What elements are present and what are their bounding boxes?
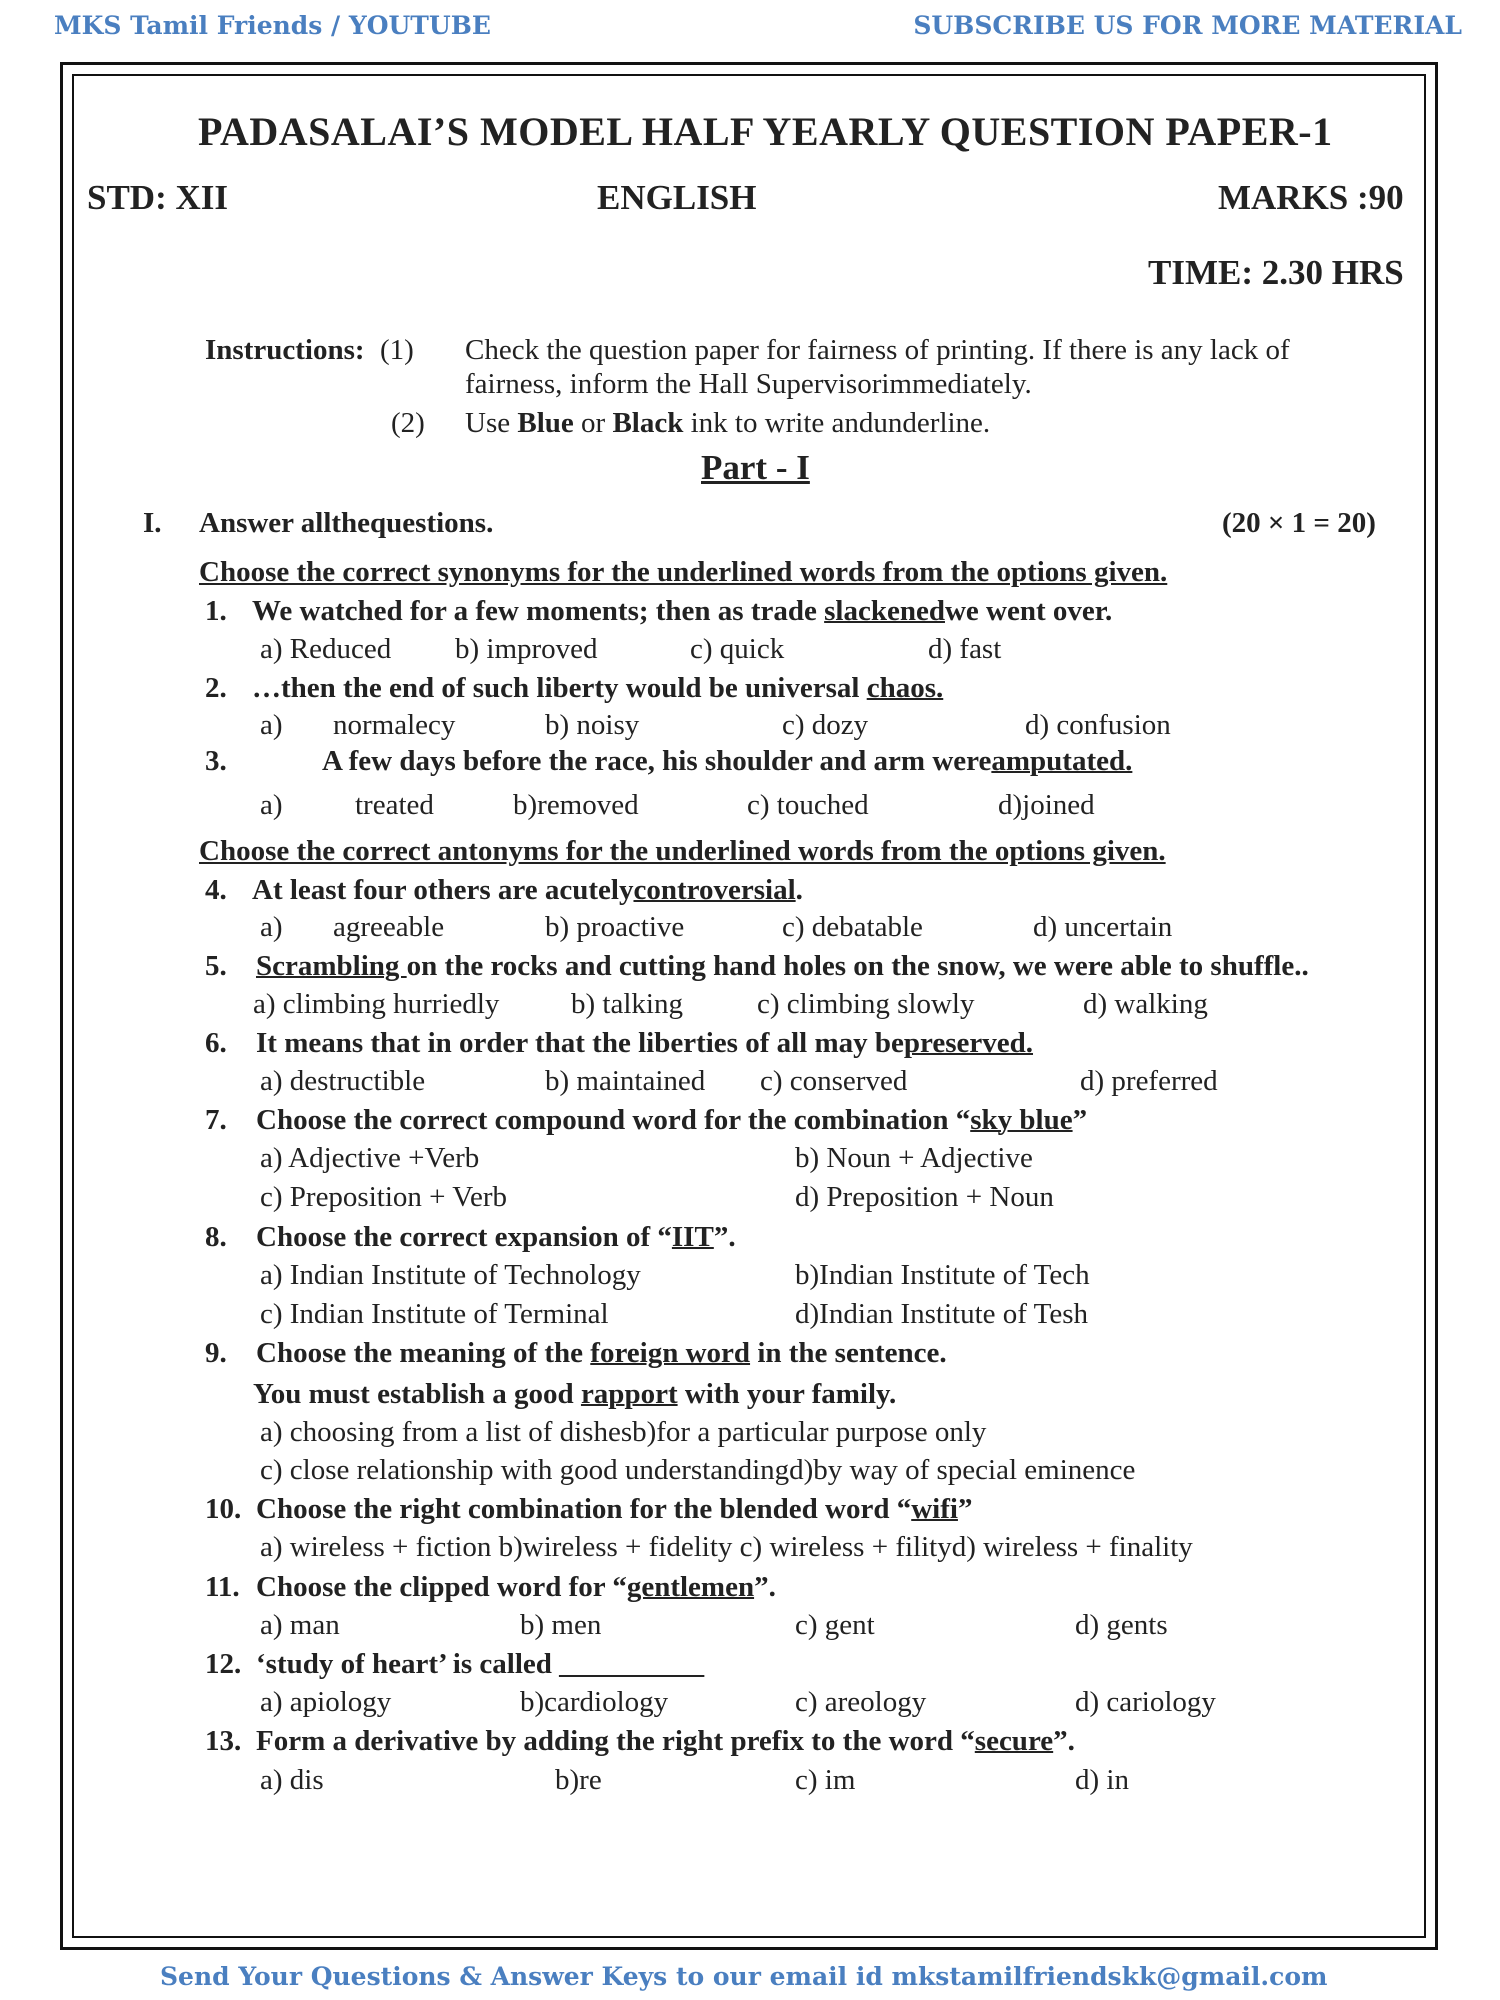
option: b)Indian Institute of Tech bbox=[795, 1259, 1090, 1291]
instruction-number-2: (2) bbox=[391, 407, 425, 439]
page-title: PADASALAI’S MODEL HALF YEARLY QUESTION PAPER-1 bbox=[198, 109, 1333, 154]
question-number: 12. bbox=[205, 1648, 242, 1680]
header-subscribe-text: SUBSCRIBE US FOR MORE MATERIAL bbox=[913, 11, 1462, 40]
section-heading: Answer allthequestions. bbox=[199, 507, 494, 539]
option: a) bbox=[260, 789, 283, 821]
option: b) noisy bbox=[545, 709, 640, 741]
option: agreeable bbox=[333, 911, 445, 943]
question-sentence: You must establish a good rapport with your family. bbox=[253, 1378, 897, 1410]
option: a) Adjective +Verb bbox=[260, 1142, 480, 1174]
option: a) Indian Institute of Technology bbox=[260, 1259, 641, 1291]
antonyms-instruction: Choose the correct antonyms for the underlined words from the options given. bbox=[199, 835, 1166, 867]
question-text: Choose the correct compound word for the combination “sky blue” bbox=[256, 1104, 1088, 1136]
option: d) uncertain bbox=[1033, 911, 1173, 943]
option: d)joined bbox=[998, 789, 1095, 821]
option: c) debatable bbox=[782, 911, 923, 943]
question-number: 7. bbox=[205, 1104, 227, 1136]
header-channel-name: MKS Tamil Friends / YOUTUBE bbox=[54, 11, 491, 40]
option: b)removed bbox=[513, 789, 639, 821]
option: a) bbox=[260, 709, 283, 741]
instruction-2: Use Blue or Black ink to write andunderline. bbox=[465, 407, 991, 439]
time-label: TIME: 2.30 HRS bbox=[1148, 253, 1404, 292]
question-number: 13. bbox=[205, 1725, 242, 1757]
question-text: Choose the correct expansion of “IIT”. bbox=[256, 1221, 736, 1253]
section-marks: (20 × 1 = 20) bbox=[1222, 507, 1376, 539]
option: a) apiology bbox=[260, 1686, 392, 1718]
option: a) climbing hurriedly bbox=[253, 988, 500, 1020]
question-text: Choose the clipped word for “gentlemen”. bbox=[256, 1571, 776, 1603]
option: a) bbox=[260, 911, 283, 943]
subject-label: ENGLISH bbox=[597, 178, 757, 217]
option: treated bbox=[355, 789, 434, 821]
option: b) talking bbox=[571, 988, 683, 1020]
option: d) fast bbox=[928, 633, 1002, 665]
question-text: It means that in order that the liberties of all may bepreserved. bbox=[256, 1027, 1034, 1059]
option: a) Reduced bbox=[260, 633, 392, 665]
option: c) areology bbox=[795, 1686, 927, 1718]
option: c) climbing slowly bbox=[757, 988, 975, 1020]
question-number: 4. bbox=[205, 874, 227, 906]
option: d) Preposition + Noun bbox=[795, 1181, 1054, 1213]
option: d) preferred bbox=[1080, 1065, 1218, 1097]
question-text: A few days before the race, his shoulder and arm wereamputated. bbox=[322, 745, 1133, 777]
option: b) proactive bbox=[545, 911, 685, 943]
option: c) Preposition + Verb bbox=[260, 1181, 507, 1213]
option: c) touched bbox=[747, 789, 869, 821]
option: c) conserved bbox=[760, 1065, 908, 1097]
question-number: 10. bbox=[205, 1493, 242, 1525]
option: normalecy bbox=[333, 709, 456, 741]
question-number: 3. bbox=[205, 745, 227, 777]
option: d) gents bbox=[1075, 1609, 1168, 1641]
question-number: 6. bbox=[205, 1027, 227, 1059]
footer-email-text: Send Your Questions & Answer Keys to our email id mkstamilfriendskk@gmail.com bbox=[160, 1962, 1328, 1991]
synonyms-instruction: Choose the correct synonyms for the underlined words from the options given. bbox=[199, 556, 1168, 588]
option: b)cardiology bbox=[520, 1686, 669, 1718]
question-number: 2. bbox=[205, 672, 227, 704]
part-heading: Part - I bbox=[701, 448, 810, 487]
option: b) maintained bbox=[545, 1065, 706, 1097]
option: c) Indian Institute of Terminal bbox=[260, 1298, 609, 1330]
question-number: 1. bbox=[205, 595, 227, 627]
option: b)re bbox=[555, 1764, 602, 1796]
option: d) walking bbox=[1083, 988, 1208, 1020]
question-text: Scrambling on the rocks and cutting hand holes on the snow, we were able to shuffle.. bbox=[256, 950, 1309, 982]
instructions-label: Instructions: bbox=[205, 334, 365, 366]
question-number: 9. bbox=[205, 1337, 227, 1369]
option: a) dis bbox=[260, 1764, 324, 1796]
option-line: a) choosing from a list of dishesb)for a particular purpose only bbox=[260, 1416, 987, 1448]
option: a) man bbox=[260, 1609, 340, 1641]
question-text: …then the end of such liberty would be universal chaos. bbox=[252, 672, 944, 704]
option: d) confusion bbox=[1025, 709, 1171, 741]
option-line: c) close relationship with good understandingd)by way of special eminence bbox=[260, 1454, 1136, 1486]
question-text: Choose the right combination for the blended word “wifi” bbox=[256, 1493, 973, 1525]
option: d)Indian Institute of Tesh bbox=[795, 1298, 1089, 1330]
option: a) destructible bbox=[260, 1065, 426, 1097]
instruction-1-line-2: fairness, inform the Hall Supervisorimmediately. bbox=[465, 368, 1032, 400]
question-text: We watched for a few moments; then as trade slackenedwe went over. bbox=[252, 595, 1113, 627]
option-line: a) wireless + fiction b)wireless + fidelity c) wireless + filityd) wireless + finality bbox=[260, 1531, 1193, 1563]
instruction-number-1: (1) bbox=[380, 334, 414, 366]
question-number: 11. bbox=[205, 1571, 240, 1603]
question-text: At least four others are acutelycontroversial. bbox=[252, 874, 803, 906]
option: d) in bbox=[1075, 1764, 1129, 1796]
question-number: 5. bbox=[205, 950, 227, 982]
question-text: ‘study of heart’ is called __________ bbox=[256, 1648, 705, 1680]
question-number: 8. bbox=[205, 1221, 227, 1253]
marks-label: MARKS :90 bbox=[1218, 178, 1404, 217]
option: c) dozy bbox=[782, 709, 869, 741]
option: b) men bbox=[520, 1609, 602, 1641]
option: c) gent bbox=[795, 1609, 875, 1641]
option: c) quick bbox=[690, 633, 785, 665]
question-text: Form a derivative by adding the right prefix to the word “secure”. bbox=[256, 1725, 1075, 1757]
std-label: STD: XII bbox=[87, 178, 229, 217]
instruction-1-line-1: Check the question paper for fairness of printing. If there is any lack of bbox=[465, 334, 1290, 366]
section-roman: I. bbox=[143, 507, 162, 539]
option: c) im bbox=[795, 1764, 856, 1796]
option: d) cariology bbox=[1075, 1686, 1216, 1718]
option: b) improved bbox=[455, 633, 598, 665]
question-text: Choose the meaning of the foreign word in the sentence. bbox=[256, 1337, 947, 1369]
option: b) Noun + Adjective bbox=[795, 1142, 1033, 1174]
